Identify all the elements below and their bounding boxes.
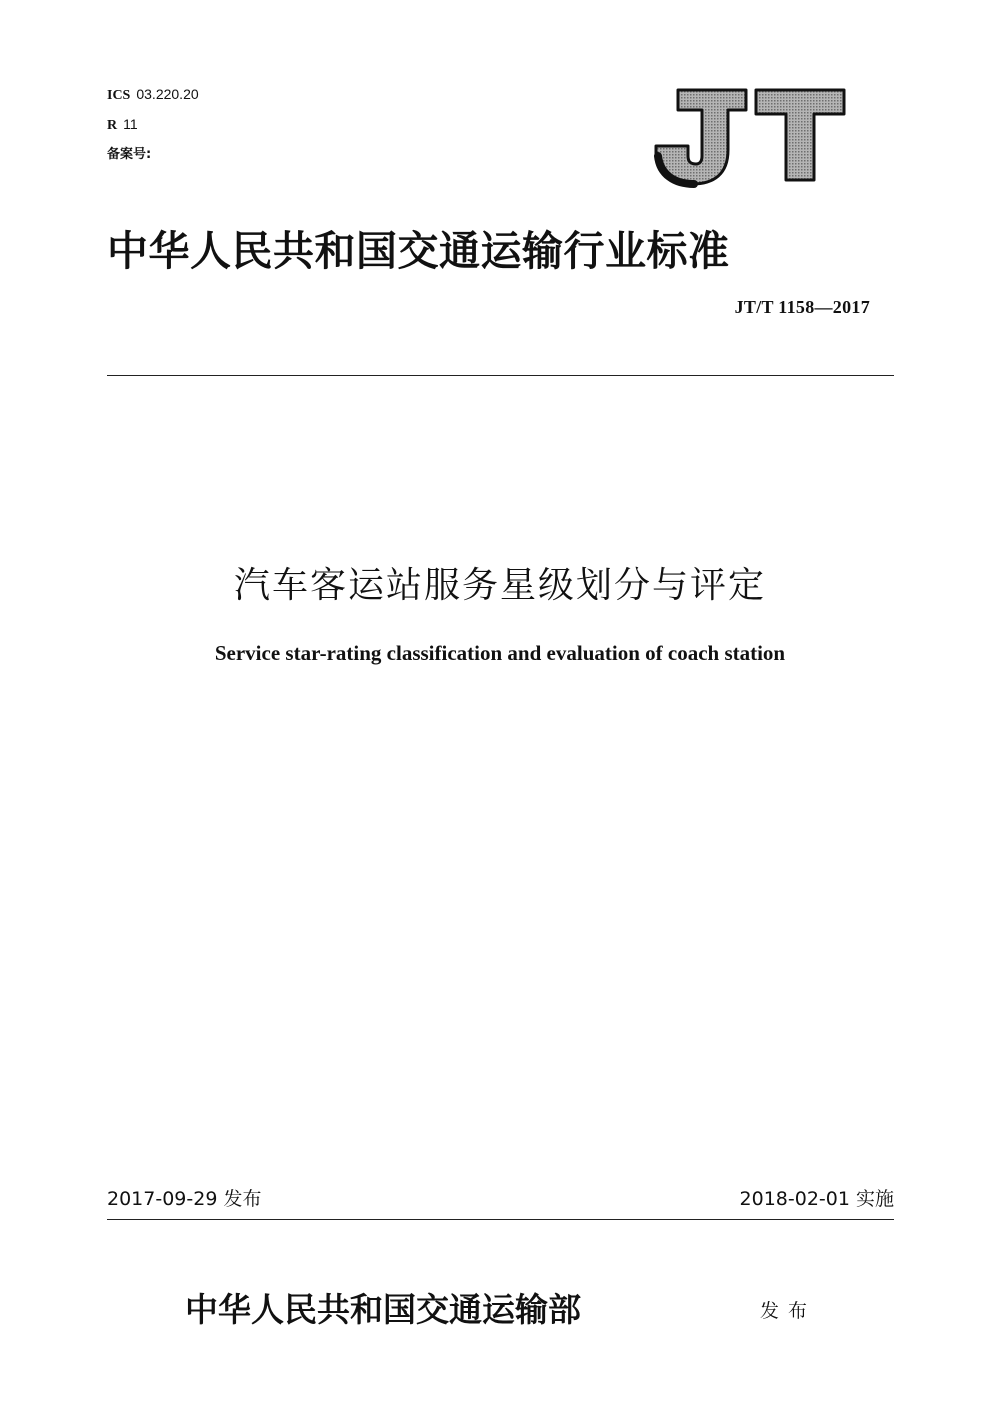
ics-value: 03.220.20 <box>136 86 199 102</box>
publisher-name: 中华人民共和国交通运输部 <box>185 1290 581 1329</box>
ccs-line <box>107 110 199 140</box>
ics-label: ICS <box>107 88 131 103</box>
document-title-chinese: 汽车客运站服务星级划分与评定 <box>233 565 766 606</box>
implementation-date: 2018-02-01 实施 <box>739 1188 894 1210</box>
document-title-english: Service star-rating classification and evaluation of coach station <box>214 641 786 665</box>
ccs-label: R <box>107 118 118 133</box>
publish-label: 发布 <box>760 1300 817 1322</box>
logo-letter-j <box>656 90 746 184</box>
ics-line <box>107 80 199 110</box>
ccs-value: 11 <box>123 116 138 132</box>
filing-line <box>107 140 199 169</box>
standard-number: JT/T 1158—2017 <box>734 297 870 317</box>
classification-block <box>107 80 199 169</box>
standard-category-title: 中华人民共和国交通运输行业标准 <box>107 227 730 275</box>
jt-logo <box>648 88 848 188</box>
bottom-divider <box>107 1219 894 1220</box>
logo-letter-t <box>756 90 844 180</box>
filing-label: 备案号: <box>107 147 152 162</box>
issue-date: 2017-09-29 发布 <box>107 1188 262 1210</box>
top-divider <box>107 375 894 376</box>
